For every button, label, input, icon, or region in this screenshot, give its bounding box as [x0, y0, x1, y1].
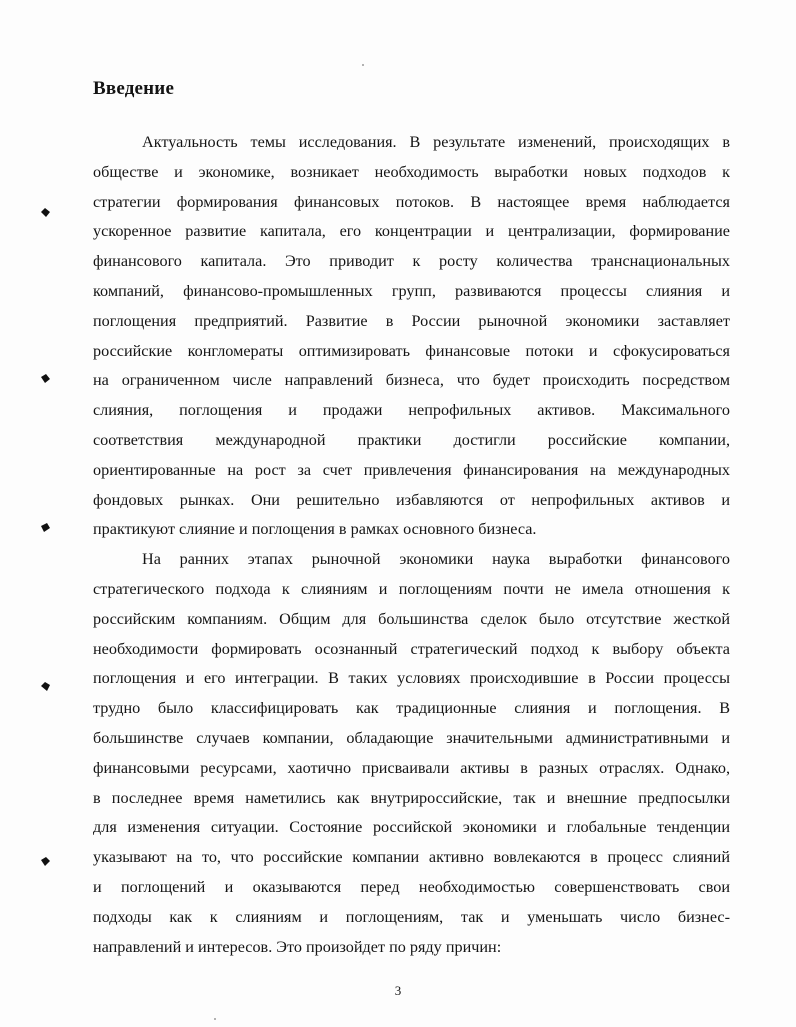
paragraph-line: На ранних этапах рыночной экономики наука выработки финансового [142, 550, 730, 569]
paragraph-line: российским компаниям. Общим для большинства сделок было отсутствие жесткой [93, 609, 730, 628]
scan-speck [214, 1018, 216, 1020]
paragraph-line: ускоренное развитие капитала, его концентрации и централизации, формирование [93, 222, 730, 241]
scan-speck [362, 64, 364, 66]
paragraph-line: фондовых рынках. Они решительно избавляются от непрофильных активов и [93, 490, 730, 509]
paragraph-line: слияния, поглощения и продажи непрофильных активов. Максимального [93, 401, 730, 420]
paragraph-line: указывают на то, что российские компании активно вовлекаются в процесс слияний [93, 848, 730, 867]
paragraph-line: направлений и интересов. Это произойдет по ряду причин: [93, 937, 502, 956]
paragraph-line: трудно было классифицировать как традиционные слияния и поглощения. В [93, 699, 730, 718]
paragraph-line: Актуальность темы исследования. В результате изменений, происходящих в [142, 133, 730, 151]
paragraph-line: обществе и экономике, возникает необходимость выработки новых подходов к [93, 162, 730, 181]
paragraph-line: большинстве случаев компании, обладающие значительными административными и [93, 728, 730, 747]
binding-hole-mark [40, 856, 51, 867]
paragraph-2 [93, 545, 730, 962]
paragraph-line: стратегического подхода к слияниям и поглощениям почти не имела отношения к [93, 579, 730, 598]
paragraph-line: для изменения ситуации. Состояние российской экономики и глобальные тенденции [93, 818, 730, 837]
paragraph-line: и поглощений и оказываются перед необходимостью совершенствовать свои [93, 877, 730, 896]
paragraph-line: на ограниченном числе направлений бизнеса, что будет происходить посредством [93, 371, 730, 390]
paragraph-line: стратегии формирования финансовых потоков. В настоящее время наблюдается [93, 192, 730, 211]
paragraph-line: российские конгломераты оптимизировать финансовые потоки и сфокусироваться [93, 341, 730, 360]
paragraph-line: соответствия международной практики достигли российские компании, [93, 430, 730, 449]
section-heading: Введение [93, 78, 175, 99]
binding-hole-mark [40, 373, 51, 384]
paragraph-line: поглощения предприятий. Развитие в России рыночной экономики заставляет [93, 311, 730, 330]
paragraph-line: в последнее время наметились как внутрироссийские, так и внешние предпосылки [93, 788, 730, 807]
binding-hole-mark [40, 207, 51, 218]
paragraph-line: компаний, финансово-промышленных групп, развиваются процессы слияния и [93, 281, 730, 300]
binding-hole-mark [40, 522, 51, 533]
body-text [93, 128, 730, 962]
paragraph-line: практикуют слияние и поглощения в рамках основного бизнеса. [93, 520, 537, 539]
page-number: 3 [394, 983, 402, 998]
paragraph-line: подходы как к слияниям и поглощениям, так и уменьшать число бизнес- [93, 907, 730, 926]
paragraph-line: ориентированные на рост за счет привлечения финансирования на международных [93, 460, 730, 479]
paragraph-1 [93, 128, 730, 545]
paragraph-line: необходимости формировать осознанный стратегический подход к выбору объекта [93, 639, 730, 658]
paragraph-line: финансового капитала. Это приводит к росту количества транснациональных [93, 252, 730, 271]
paragraph-line: финансовыми ресурсами, хаотично присваивали активы в разных отраслях. Однако, [93, 758, 730, 777]
binding-hole-mark [40, 681, 51, 692]
paragraph-line: поглощения и его интеграции. В таких условиях происходившие в России процессы [93, 669, 730, 688]
